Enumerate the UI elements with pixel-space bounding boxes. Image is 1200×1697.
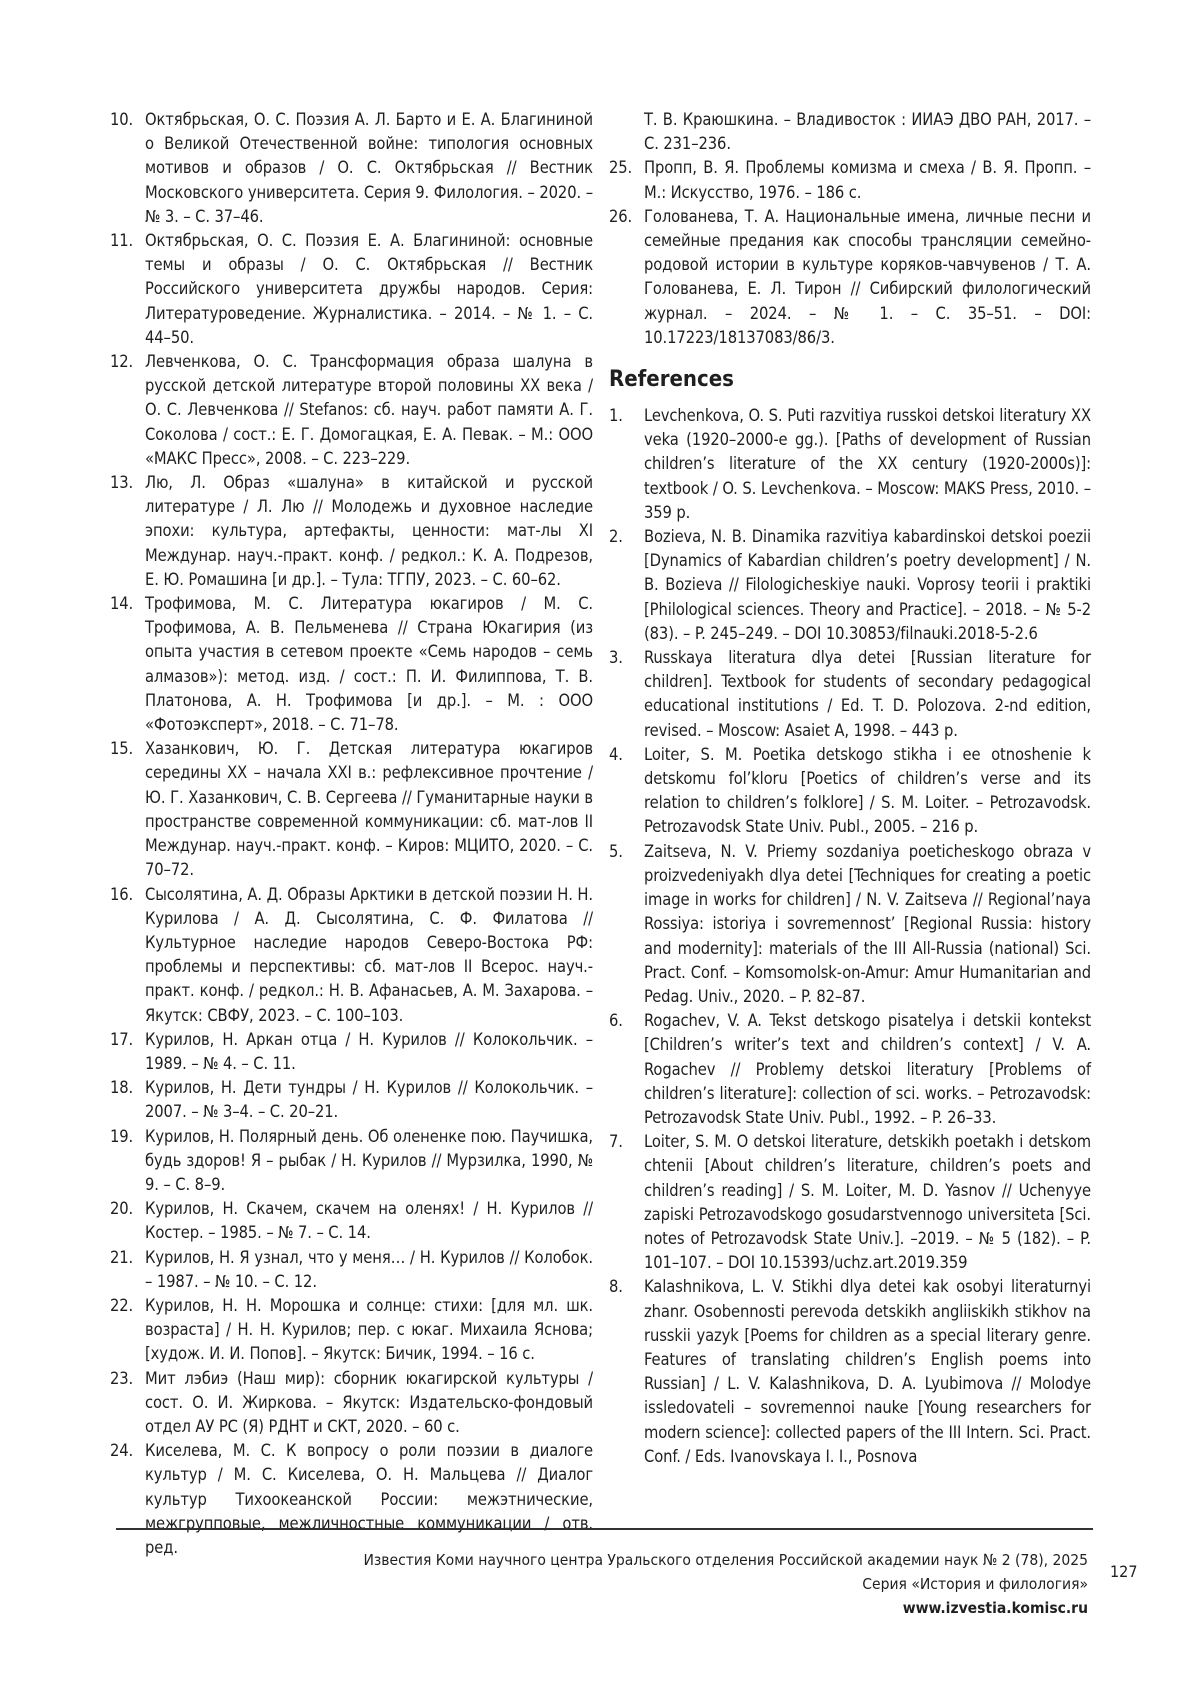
reference-number: 20. <box>110 1197 133 1221</box>
russian-reference-list <box>110 108 593 1560</box>
reference-text: Курилов, Н. Я узнал, что у меня… / Н. Курилов // Колобок. – 1987. – № 10. – С. 12. <box>145 1248 593 1291</box>
reference-item <box>110 1197 593 1245</box>
reference-number: 5. <box>609 840 623 864</box>
reference-item <box>110 592 593 737</box>
reference-item <box>609 156 1091 204</box>
reference-text: Курилов, Н. Дети тундры / Н. Курилов // Колокольчик. – 2007. – № 3–4. – С. 20–21. <box>145 1078 593 1121</box>
reference-number: 16. <box>110 883 133 907</box>
reference-item <box>609 1130 1091 1275</box>
reference-number: 17. <box>110 1028 133 1052</box>
reference-item <box>110 1439 593 1560</box>
reference-number: 4. <box>609 743 623 767</box>
reference-text: Октябрьская, О. С. Поэзия Е. А. Благининой: основные темы и образы / О. С. Октябрьская // Вестник Российского университета дружбы народов. Серия: Литературоведение. Журналистика. – 2014. – № 1. – С. 44–50. <box>145 231 593 347</box>
reference-item <box>110 1246 593 1294</box>
reference-number: 25. <box>609 156 632 180</box>
reference-text: Курилов, Н. Полярный день. Об олененке пою. Паучишка, будь здоров! Я – рыбак / Н. Курилов // Мурзилка, 1990, № 9. – С. 8–9. <box>145 1127 593 1194</box>
reference-text: Киселева, М. С. К вопросу о роли поэзии в диалоге культур / М. С. Киселева, О. Н. Мальцева // Диалог культур Тихоокеанской России: межэтнические, межгрупповые, межличностные коммуникации / отв. ред. <box>145 1441 593 1557</box>
reference-item <box>110 471 593 592</box>
reference-number: 24. <box>110 1439 133 1463</box>
reference-item <box>110 229 593 350</box>
reference-text: Лю, Л. Образ «шалуна» в китайской и русской литературе / Л. Лю // Молодежь и духовное наследие эпохи: культура, артефакты, ценности: мат-лы XI Междунар. науч.-практ. конф. / редкол.: К. А. Подрезов, Е. Ю. Ромашина [и др.]. – Тула: ТГПУ, 2023. – С. 60–62. <box>145 473 593 589</box>
reference-item <box>110 108 593 229</box>
reference-number: 21. <box>110 1246 133 1270</box>
reference-item <box>609 840 1091 1009</box>
reference-text: Левченкова, О. С. Трансформация образа шалуна в русской детской литературе второй половины XX века / О. С. Левченкова // Stefanos: сб. науч. работ памяти А. Г. Соколова / сост.: Е. Г. Домогацкая, Е. А. Певак. – М.: ООО «МАКС Пресс», 2008. – С. 223–229. <box>145 352 593 468</box>
reference-item <box>110 1125 593 1198</box>
reference-text: Zaitseva, N. V. Priemy sozdaniya poeticheskogo obraza v proizvedeniyakh dlya detei [Techniques for creating a poetic image in works for children] / N. V. Zaitseva // Regional’naya Rossiya: istoriya i sovremennost’ [Regional Russia: history and modernity]: materials of the III All-Russia (national) Sci. Pract. Conf. – Komsomolsk-on-Amur: Amur Humanitarian and Pedag. Univ., 2020. – P. 82–87. <box>644 842 1091 1006</box>
reference-number: 10. <box>110 108 133 132</box>
footer-divider <box>116 1528 1093 1530</box>
reference-number: 23. <box>110 1367 133 1391</box>
reference-text: Сысолятина, А. Д. Образы Арктики в детской поэзии Н. Н. Курилова / А. Д. Сысолятина, С. Ф. Филатова // Культурное наследие народов Северо-Востока РФ: проблемы и перспективы: сб. мат-лов II Всерос. науч.-практ. конф. / редкол.: Н. В. Афанасьев, А. М. Захарова. – Якутск: СВФУ, 2023. – С. 100–103. <box>145 885 593 1025</box>
journal-title: Известия Коми научного центра Уральского отделения Российской академии наук № 2 (78), 2025 <box>363 1548 1088 1572</box>
reference-item <box>110 1294 593 1367</box>
reference-text: Октябрьская, О. С. Поэзия А. Л. Барто и Е. А. Благининой о Великой Отечественной войне: типология основных мотивов и образов / О. С. Октябрьская // Вестник Московского университета. Серия 9. Филология. – 2020. – № 3. – С. 37–46. <box>145 110 593 226</box>
reference-item <box>110 1367 593 1440</box>
reference-number: 7. <box>609 1130 623 1154</box>
reference-number: 14. <box>110 592 133 616</box>
reference-number: 11. <box>110 229 133 253</box>
reference-number: 3. <box>609 646 623 670</box>
reference-item <box>609 404 1091 525</box>
reference-item <box>609 1009 1091 1130</box>
reference-number: 18. <box>110 1076 133 1100</box>
reference-text: Пропп, В. Я. Проблемы комизма и смеха / В. Я. Пропп. – М.: Искусство, 1976. – 186 с. <box>644 158 1091 201</box>
reference-number: 2. <box>609 525 623 549</box>
reference-item <box>609 525 1091 646</box>
reference-text: Курилов, Н. Н. Морошка и солнце: стихи: [для мл. шк. возраста] / Н. Н. Курилов; пер. с юкаг. Михаила Яснова; [худож. И. И. Попов]. – Якутск: Бичик, 1994. – 16 с. <box>145 1296 593 1363</box>
reference-text: Levchenkova, O. S. Puti razvitiya russkoi detskoi literatury XX veka (1920–2000-e gg.). [Paths of development of Russian children’s literature of the XX century (1920-2000s)]: textbook / O. S. Levchenkova. – Moscow: MAKS Press, 2010. – 359 p. <box>644 406 1091 522</box>
reference-item <box>110 883 593 1028</box>
reference-text: Трофимова, М. С. Литература юкагиров / М. С. Трофимова, А. В. Пельменева // Страна Юкагирия (из опыта участия в сетевом проекте «Семь народов – семь алмазов»): метод. изд. / сост.: П. И. Филиппова, Т. В. Платонова, А. Н. Трофимова [и др.]. – М. : ООО «Фотоэксперт», 2018. – С. 71–78. <box>145 594 593 734</box>
reference-number: 12. <box>110 350 133 374</box>
reference-item <box>609 743 1091 840</box>
reference-number: 6. <box>609 1009 623 1033</box>
reference-text: Loiter, S. M. Poetika detskogo stikha i ee otnoshenie k detskomu fol’kloru [Poetics of children’s verse and its relation to children’s folklore] / S. M. Loiter. – Petrozavodsk. Petrozavodsk State Univ. Publ., 2005. – 216 p. <box>644 745 1091 837</box>
page-footer <box>363 1548 1088 1620</box>
reference-text: Курилов, Н. Аркан отца / Н. Курилов // Колокольчик. – 1989. – № 4. – С. 11. <box>145 1030 593 1073</box>
reference-number: 8. <box>609 1275 623 1299</box>
reference-item <box>110 350 593 471</box>
reference-item <box>609 1275 1091 1469</box>
left-column <box>110 108 593 1560</box>
russian-reference-list-continued <box>609 156 1091 350</box>
reference-item <box>609 205 1091 350</box>
series-title: Серия «История и филология» <box>363 1572 1088 1596</box>
reference-item <box>110 1076 593 1124</box>
reference-text: Russkaya literatura dlya detei [Russian literature for children]. Textbook for students of secondary pedagogical educational institutions / Ed. T. D. Polozova. 2-nd edition, revised. – Moscow: Asaiet A, 1998. – 443 p. <box>644 648 1091 740</box>
reference-item <box>110 737 593 882</box>
reference-number: 22. <box>110 1294 133 1318</box>
reference-continuation: Т. В. Краюшкина. – Владивосток : ИИАЭ ДВО РАН, 2017. – С. 231–236. <box>609 108 1091 156</box>
reference-item <box>609 646 1091 743</box>
page-number: 127 <box>1110 1562 1137 1581</box>
reference-number: 13. <box>110 471 133 495</box>
reference-text: Kalashnikova, L. V. Stikhi dlya detei kak osobyi literaturnyi zhanr. Osobennosti perevoda detskikh angliiskikh stikhov na russkii yazyk [Poems for children as a special literary genre. Features of translating children’s English poems into Russian] / L. V. Kalashnikova, D. A. Lyubimova // Molodye issledovateli – sovremennoi nauke [Young researchers for modern science]: collected papers of the III Intern. Sci. Pract. Conf. / Eds. Ivanovskaya I. I., Posnova <box>644 1277 1091 1465</box>
reference-item <box>110 1028 593 1076</box>
reference-text: Хазанкович, Ю. Г. Детская литература юкагиров середины XX – начала XXI в.: рефлексивное прочтение / Ю. Г. Хазанкович, С. В. Сергеева // Гуманитарные науки в пространстве современной коммуникации: сб. мат-лов II Междунар. науч.-практ. конф. – Киров: МЦИТО, 2020. – С. 70–72. <box>145 739 593 879</box>
reference-text: Rogachev, V. A. Tekst detskogo pisatelya i detskii kontekst [Children’s writer’s text and children’s context] / V. A. Rogachev // Problemy detskoi literatury [Problems of children’s literature]: collection of sci. works. – Petrozavodsk: Petrozavodsk State Univ. Publ., 1992. – P. 26–33. <box>644 1011 1091 1127</box>
reference-number: 15. <box>110 737 133 761</box>
reference-text: Голованева, Т. А. Национальные имена, личные песни и семейные предания как способы трансляции семейно-родовой истории в культуре коряков-чавчувенов / Т. А. Голованева, Е. Л. Тирон // Сибирский филологический журнал. – 2024. – № 1. – С. 35–51. – DOI: 10.17223/18137083/86/3. <box>644 207 1091 347</box>
reference-text: Курилов, Н. Скачем, скачем на оленях! / Н. Курилов // Костер. – 1985. – № 7. – С. 14. <box>145 1199 593 1242</box>
references-heading: References <box>609 366 1091 394</box>
journal-url[interactable]: www.izvestia.komisc.ru <box>363 1596 1088 1620</box>
english-reference-list <box>609 404 1091 1469</box>
reference-text: Loiter, S. M. O detskoi literature, detskikh poetakh i detskom chtenii [About children’s literature, children’s poets and children’s reading] / S. M. Loiter, M. D. Yasnov // Uchenyye zapiski Petrozavodskogo gosudarstvennogo universiteta [Sci. notes of Petrozavodsk State Univ.]. –2019. – № 5 (182). – P. 101–107. – DOI 10.15393/uchz.art.2019.359 <box>644 1132 1091 1272</box>
reference-text: Bozieva, N. B. Dinamika razvitiya kabardinskoi detskoi poezii [Dynamics of Kabardian children’s poetry development] / N. B. Bozieva // Filologicheskiye nauki. Voprosy teorii i praktiki [Philological sciences. Theory and Practice]. – 2018. – № 5-2 (83). – P. 245–249. – DOI 10.30853/filnauki.2018-5-2.6 <box>644 527 1091 643</box>
reference-number: 19. <box>110 1125 133 1149</box>
right-column <box>609 108 1091 1469</box>
reference-number: 1. <box>609 404 623 428</box>
reference-number: 26. <box>609 205 632 229</box>
reference-text: Мит лэбиэ (Наш мир): сборник юкагирской культуры / сост. О. И. Жиркова. – Якутск: Издательско-фондовый отдел АУ РС (Я) РДНТ и СКТ, 2020. – 60 с. <box>145 1369 593 1436</box>
